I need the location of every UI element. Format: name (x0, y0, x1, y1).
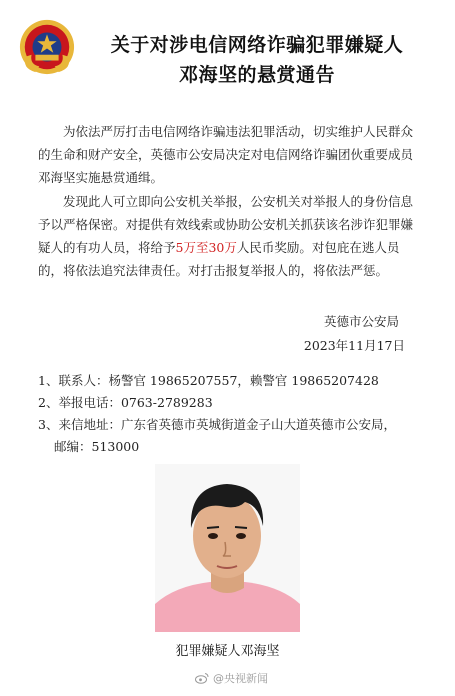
watermark (195, 670, 268, 686)
notice-paragraph-1: 为依法严厉打击电信网络诈骗违法犯罪活动，切实维护人民群众的生命和财产安全，英德市公安局决定对电信网络诈骗团伙重要成员邓海坚实施悬赏通缉。 (38, 124, 414, 185)
paragraph-2-text-a: 发现此人可立即向公安机关举报，公安机关对举报人的身份信息予以严格保密。对提供有效线索或协助公安机关抓获该名涉诈犯罪嫌疑人的有功人员，将给予 (38, 194, 414, 255)
notice-title-line2: 邓海坚的悬赏通告 (178, 64, 335, 86)
issuing-organization: 英德市公安局 (323, 314, 399, 329)
suspect-photo (155, 464, 300, 632)
notice-paragraph-2 (38, 190, 418, 282)
paragraph-2-text-b: 人民币奖励。对包庇在逃人员的，将依法追究法律责任。对打击报复举报人的，将依法严惩。 (38, 240, 400, 278)
weibo-icon (195, 672, 209, 684)
mailing-address (38, 414, 428, 458)
police-emblem-icon (18, 18, 76, 76)
photo-caption: 犯罪嫌疑人邓海坚 (175, 644, 280, 659)
watermark-text: @央视新闻 (213, 672, 268, 685)
report-phone: 2、举报电话：0763-2789283 (38, 395, 213, 410)
issue-date: 2023年11月17日 (303, 338, 405, 353)
notice-title-line1: 关于对涉电信网络诈骗犯罪嫌疑人 (110, 34, 404, 56)
postal-code: 邮编：513000 (54, 439, 140, 454)
reward-amount: 5万至30万 (175, 240, 237, 255)
contact-persons: 1、联系人：杨警官 19865207557，赖警官 19865207428 (38, 373, 379, 388)
mailing-address-line: 3、来信地址：广东省英德市英城街道金子山大道英德市公安局， (38, 417, 396, 432)
